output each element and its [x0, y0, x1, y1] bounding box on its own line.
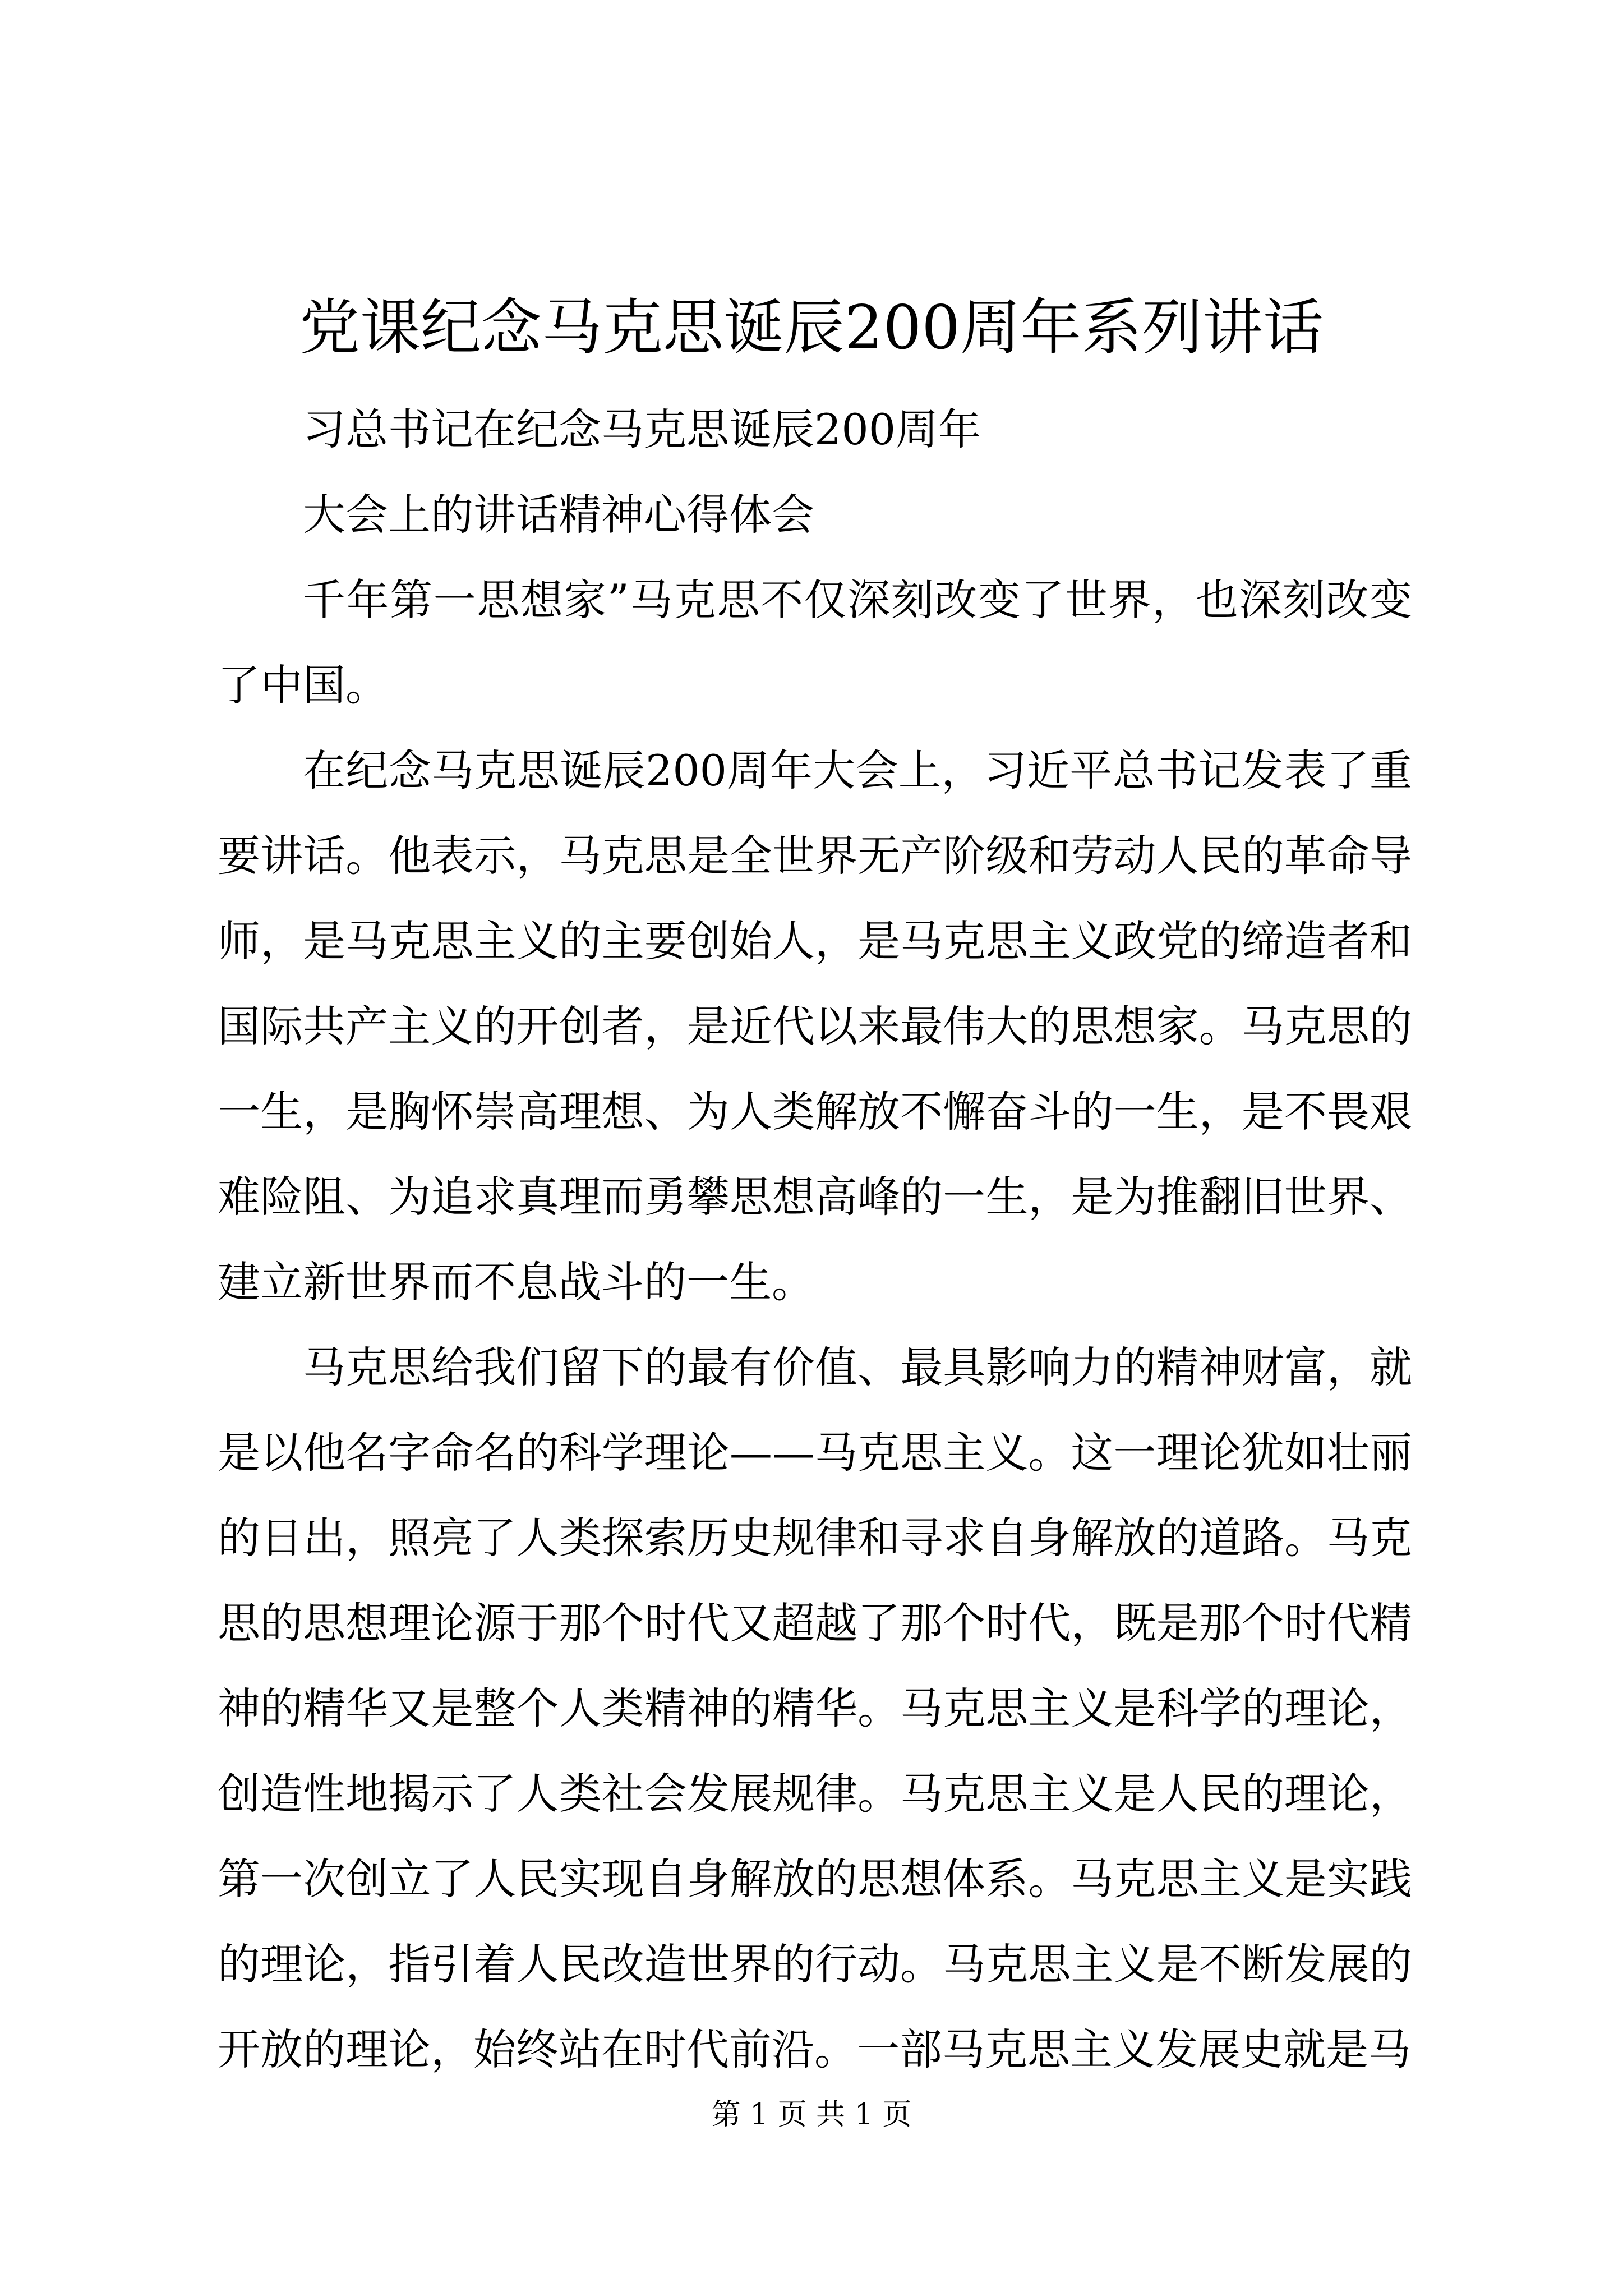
- page-footer: 第 1 页 共 1 页: [711, 2098, 912, 2132]
- document-title: 党课纪念马克思诞辰200周年系列讲话: [299, 293, 1324, 363]
- paragraph-1: 千年第一思想家”马克思不仅深刻改变了世界，也深刻改变了中国。: [218, 575, 1412, 710]
- subtitle-line-1: 习总书记在纪念马克思诞辰200周年: [303, 404, 981, 454]
- subtitle-line-2: 大会上的讲话精神心得体会: [303, 490, 814, 540]
- document-body: [218, 387, 1412, 2092]
- paragraph-3: 马克思给我们留下的最有价值、最具影响力的精神财富，就是以他名字命名的科学理论——马克思主义。这一理论犹如壮丽的日出，照亮了人类探索历史规律和寻求自身解放的道路。马克思的思想理论源于那个时代又超越了那个时代，既是那个时代精神的精华又是整个人类精神的精华。马克思主义是科学的理论，创造性地揭示了人类社会发展规律。马克思主义是人民的理论，第一次创立了人民实现自身解放的思想体系。马克思主义是实践的理论，指引着人民改造世界的行动。马克思主义是不断发展的开放的理论，始终站在时代前沿。一部马克思主义发展史就是马: [218, 1342, 1412, 2074]
- paragraph-2: 在纪念马克思诞辰200周年大会上，习近平总书记发表了重要讲话。他表示，马克思是全世界无产阶级和劳动人民的革命导师，是马克思主义的主要创始人，是马克思主义政党的缔造者和国际共产主义的开创者，是近代以来最伟大的思想家。马克思的一生，是胸怀崇高理想、为人类解放不懈奋斗的一生，是不畏艰难险阻、为追求真理而勇攀思想高峰的一生，是为推翻旧世界、建立新世界而不息战斗的一生。: [218, 746, 1412, 1307]
